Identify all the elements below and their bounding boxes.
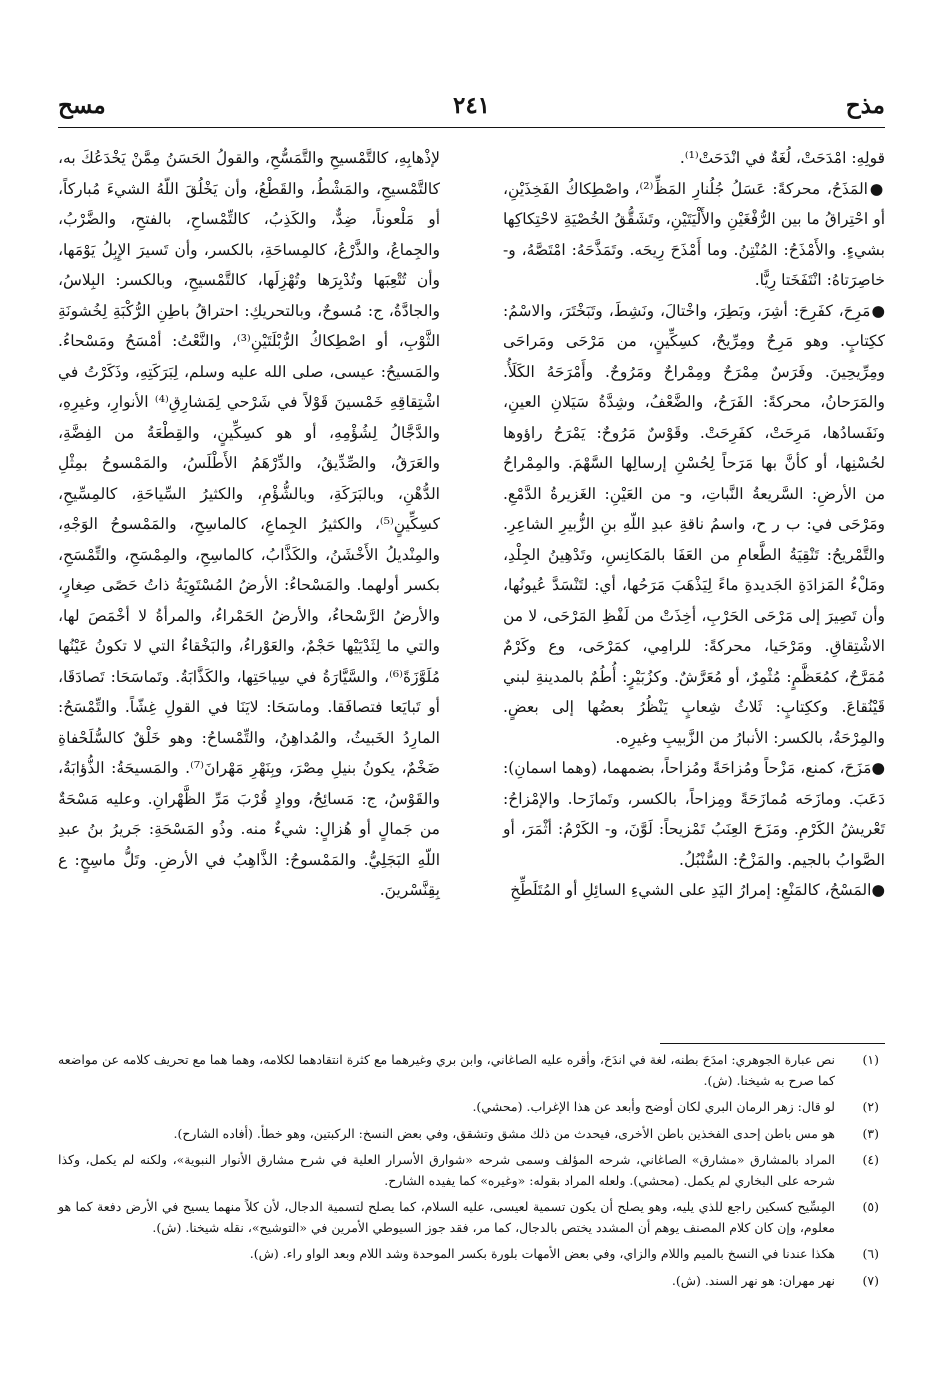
footnote-rule xyxy=(660,1043,885,1044)
page-number: ٢٤١ xyxy=(452,92,491,119)
entry-masah: ●المَسْحُ، كالمَنْعِ: إمرارُ اليَدِ على الشيءِ السائِلِ أو المُتَلَطِّخِ xyxy=(510,881,885,899)
footnote-number: (٤) xyxy=(862,1152,879,1167)
footnote xyxy=(58,1197,885,1238)
footnote-text: المِسِّيح كسكين راجع للذي يليه، وهو يصلح أن يكون تسمية لعيسى، عليه السلام، كما يصلح لتسمية الدجال، لأن كلاً منهما يسيح في الأرض دفعة كما هو معلوم، وإن كان كلام المصنف يوهم أن المشدد يختص بالدجال، كما مر، فقد جوز السيوطي الأمرين في «التوشيح»، نقله شيخنا. (ش). xyxy=(58,1199,835,1235)
text-column-left xyxy=(58,143,440,906)
footnote xyxy=(58,1097,885,1118)
footnote-number: (٣) xyxy=(862,1125,879,1141)
header-entry-end: مسح xyxy=(58,92,106,119)
footnote-number: (١) xyxy=(862,1052,879,1067)
text-column-right xyxy=(503,143,885,906)
entry-masah-continued: لإذْهابِهِ، كالتَّمْسيحِ والتَّمَسُّحِ، والقولُ الحَسَنُ مِمَّنْ يَخْدَعُكَ به، كالتَّمْسيحِ، والمَشْطُ، والقَطْعُ، وأن يَخْلُقَ اللّهُ الشيءَ مُباركاً، أو مَلْعوناً، ضِدٌّ، والكَذِبُ، كالتِّمْساحِ، بالفتحِ، والضَّرْبُ، والجِماعُ، والذَّرْعُ، كالمِساحَةِ، بالكسر، وأن تَسيرَ الإِبِلُ يَوْمَها، وأن تُتْعِبَها وتُدْبِرَها وتُهْزِلَها، كالتَّمْسيحِ، وبالكسر: البِلاسُ، والجادَّةُ، ج: مُسوحٌ، وبالتحريكِ: احتراقُ باطِنِ الرُّكْبَةِ لِخُشونَةِ الثَّوْبِ، أو اصْطِكاكُ الرُّبْلَتَيْنِ⁽³⁾، والنَّعْتُ: أمْسَحُ ومَسْحاءُ. والمَسيحُ: عيسى، صلى الله عليه وسلم، لِبَرَكَتِهِ، وذَكَرْتُ في اشْتِقاقِهِ خَمْسينَ قَوْلاً في شَرْحي لِمَشارِقِ⁽⁴⁾ الأنوارِ، وغيرِهِ، والدَّجَّالُ لِشُؤْمِهِ، أو هو كسِكِّينٍ، والقِطْعَةُ من الفِضَّةِ، والعَرَقُ، والصِّدِّيقُ، والدِّرْهَمُ الأَطْلَسُ، والمَمْسوحُ بمِثْلِ الدُّهْنِ، وبالبَرَكَةِ، وبالشُّؤْمِ، والكثيرُ السِّياحَةِ، كالمِسِّيحِ، كسِكِّينٍ⁽⁵⁾، والكثيرُ الجِماعِ، كالماسِحِ، والمَمْسوحُ الوَجْهِ، والمِنْديلُ الأَخْشَنُ، والكَذَّابُ، كالماسِحِ، والمِمْسَحِ، والتِّمْسَحِ، بكسر أولهما. والمَسْحاءُ: الأرضُ المُسْتَوِيَةُ ذاتُ حَصًى صِغارٍ، والأرضُ الرَّسْحاءُ، والأرضُ الحَمْراءُ، والمرأةُ لا أخْمَصَ لها، والتي ما لِثَدْيَيْها حَجْمٌ، والعَوْراءُ، والبَخْقاءُ التي لا تكونُ عَيْنُها مُلَوَّزَةً⁽⁶⁾، والسَّيَّارَةُ في سِياحَتِها، والكَذَّابَةُ. وتَماسَحَا: تَصادَقَا، أو تَبايَعا فتصافَقا. وماسَحَا: لايَنَا في القولِ غِشّاً. والتِّمْسَحُ: المارِدُ الخَبيثُ، والمُداهِنُ، والتِّمْساحُ: وهو خَلْقٌ كالسُّلَحْفاةِ ضَخْمٌ، يكونُ بنيلِ مِصْرَ، وبِنَهْرِ مَهْرانَ⁽⁷⁾. والمَسيحَةُ: الذُّؤابَةُ، والقَوْسُ، ج: مَسائِحُ، ووادٍ قُرْبَ مَرِّ الظَّهْرانِ. وعليه مَسْحَةٌ من جَمالٍ أو هُزالٍ: شيءٌ منه. وذُو المَسْحَةِ: جَريرُ بنُ عبدِ اللّهِ البَجَلِيُّ. والمَمْسوحُ: الذَّاهِبُ في الأرضِ. وتَلُّ ماسِحٍ: ع بِقِنَّسْرينَ. xyxy=(58,149,440,899)
footnote-text: المراد بالمشارق «مشارق» الصاغاني، شرحه المؤلف وسمى شرحه «شوارق الأسرار العلية في شرح مشارق الأنوار النبوية»، ولكنه لم يكمل، وكذا شرحه على البخاري لم يكمل. (محشي). ولعله المراد بقوله: «وغيره» كما يفيده الشارح. xyxy=(58,1152,835,1188)
footnote xyxy=(58,1244,885,1265)
footnote-text: هكذا عندنا في النسخ بالميم واللام والزاي، وفي بعض الأمهات بلورة بكسر الموحدة وشد اللام وبعد الواو راء. (ش). xyxy=(249,1246,835,1261)
entry-marih: ●مَرِحَ، كفَرِحَ: أشِرَ، وبَطِرَ، واخْتالَ، ونَشِطَ، وتَبَخْتَرَ، والاسْمُ: ككِتابٍ. وهو مَرِحٌ ومِرِّيحٌ، كسِكِّينٍ، من مَرْحَى ومَراحَى ومِرِّيحِينَ. وفَرَسٌ مِمْرَحٌ ومِمْراحٌ ومَرُوحٌ. وأَمْرَحَهُ الكَلَأُ. والمَرَحانُ، محركةً: الفَرَحُ، والضَّعْفُ، وشِدَّةُ سَيَلانِ العينِ، ونَفَسادُها، مَرِحَتْ، كفَرِحَتْ. وقَوْسٌ مَرُوحٌ: يَمْرَحُ راؤوها لحُسْنِها، أو كأنَّ بها مَرَحاً لِحُسْنِ إرسالِها السَّهْمَ. والمِمْراحُ من الأرضِ: السَّريعةُ النَّباتِ، و- من العَيْنِ: الغَزيرةُ الدَّمْعِ. ومَرْحَى في: ب ر ح، واسمُ ناقةِ عبدِ اللّهِ بنِ الزُّبيرِ الشاعِرِ. والتَّمْريحُ: تَنْقِيَةُ الطَّعامِ من العَفَا بالمَكانِسِ، وتَدْهِينُ الجِلْدِ، ومَلْءُ المَزادَةِ الجَديدةِ ماءً لِيَذْهَبَ مَرَحُها، أي: لتَنْسَدَّ عُيونُها، وأن تَصِيرَ إلى مَرْحَى الحَرْبِ، أخِذَتْ من لَفْظِ المَرْحَى، لا من الاشْتِقاقِ. ومَرْحَيا، محركةً: للرامِي، كمَرْحَى، وع وكَرْمٌ مُمَرَّحٌ، كمُعَظَّمٍ: مُثْمِرٌ، أو مُعَرَّشٌ. وكزُبَيْرٍ: أُطُمٌ بالمدينةِ لبني قَيْنُقاعَ. وككِتابٍ: ثَلاثُ شِعابٍ يَنْظُرُ بعضُها إلى بعضٍ. والمِرْحَةُ، بالكسر: الأنبارُ من الزَّبيبِ وغيرِه. xyxy=(503,301,885,747)
footnote-text: نص عبارة الجوهري: امدَحَ بطنه، لغة في اندَحَ، وأقره عليه الصاغاني، وابن بري وغيرهما مع كثرة انتقادهما لكلامه، وهما هما مع تحريف كلامه عن مواضعه كما صرح به شيخنا. (ش). xyxy=(58,1052,835,1088)
entry-mazah: ●مَزَحَ، كمنع، مَزْحاً ومُزاحَةً ومُزاحاً، بضمهما، (وهما اسمانِ): دَعَبَ. ومازَحَه مُمازَحَةً ومِزاحاً، بالكسر، وتَمازَحا. والإمْزاحُ: تَعْريشُ الكَرْمِ. ومَزَحَ العِنَبُ تَمْزيحاً: لَوَّنَ، و- الكَرْمُ: أثْمَرَ، أو الصَّوابُ بالجيم. والمَزْحُ: السُّنْبُلُ. xyxy=(503,759,885,869)
entry-paragraph: قولِهِ: امْدَحَتْ، لُغَةٌ في انْدَحَتْ⁽¹⁾. xyxy=(679,149,885,167)
footnote-text: هو مس باطن إحدى الفخذين باطن الأخرى، فيحدث من ذلك مشق وتشقق، وفي بعض النسخ: الركبتين، وهو خطأ. (أفاده الشارح). xyxy=(173,1125,835,1141)
footnote-text: لو قال: زهر الرمان البري لكان أوضح وأبعد عن هذا الإغراب. (محشي). xyxy=(472,1099,835,1114)
footnote-number: (٢) xyxy=(862,1099,879,1114)
header-entry-start: مذح xyxy=(845,92,885,119)
footnote-number: (٦) xyxy=(862,1246,879,1261)
footnote xyxy=(58,1150,885,1191)
footnote xyxy=(58,1124,885,1145)
entry-madhah: ●المَذَحُ، محركةً: عَسَلُ جُلُنارِ المَظِّ⁽²⁾، واصْطِكاكُ الفَخِذَيْنِ، أو احْتِراقُ ما بين الرُّفْغَيْنِ والأَلْيَتَيْنِ، وتَشَقُّقُ الخُصْيَةِ لاحْتِكاكِها بشيءٍ. والأَمْذَحُ: المُنْتِنُ. وما أَمْذَحَ رِيحَه. وتَمَذَّحَهُ: امْتَصَّهُ، و- خاصِرَتاهُ: انْتَفَخَتا رِيًّا. xyxy=(503,179,885,289)
header-rule xyxy=(58,127,885,128)
footnote-number: (٥) xyxy=(862,1199,879,1214)
footnote-number: (٧) xyxy=(862,1272,879,1288)
footnote-text: نهر مهران: هو نهر السند. (ش). xyxy=(671,1272,835,1288)
footnote xyxy=(58,1050,885,1091)
footnote xyxy=(58,1271,885,1292)
footnotes xyxy=(58,1050,885,1297)
page-header xyxy=(58,92,885,122)
